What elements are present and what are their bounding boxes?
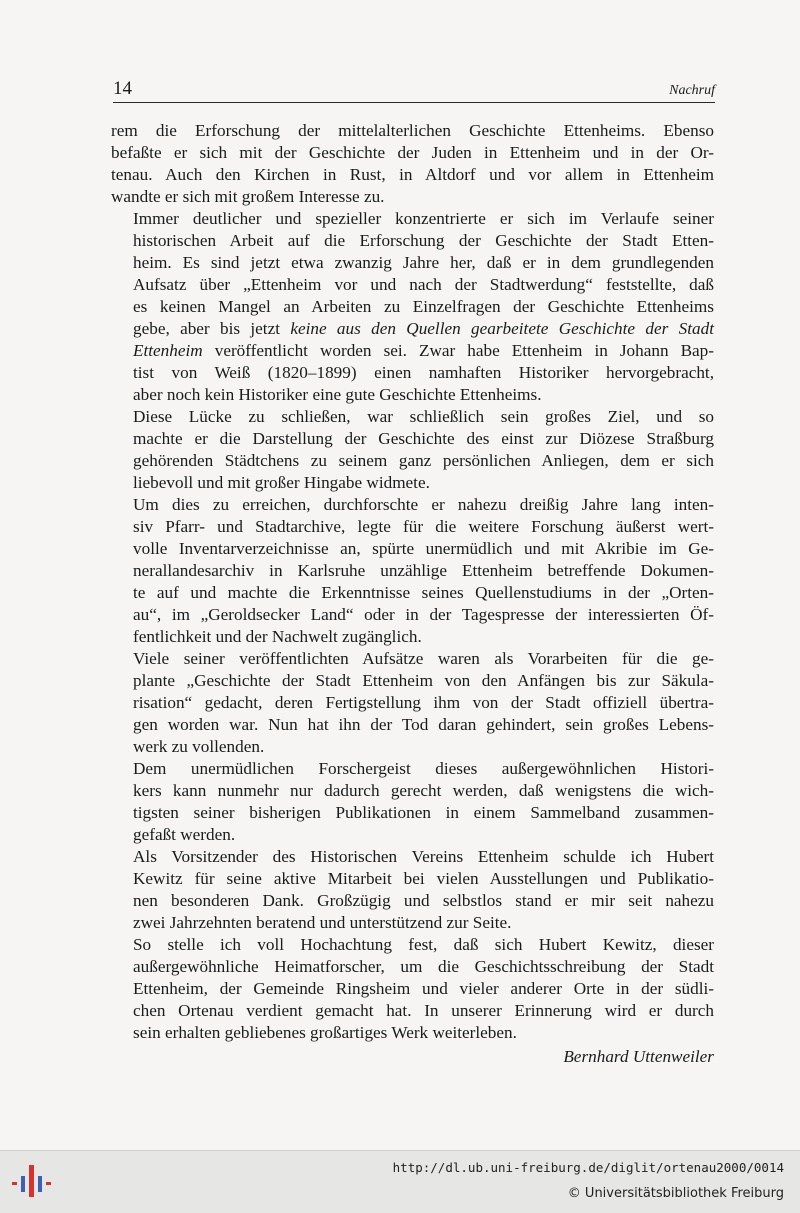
text-line: rem die Erforschung der mittelalterlichen Geschichte Ettenheims. Ebenso [111, 121, 714, 140]
text-line: wandte er sich mit großem Interesse zu. [111, 187, 385, 206]
text-line: au“, im „Geroldsecker Land“ oder in der Tagespresse der interessierten Öf- [133, 605, 714, 624]
text-line: machte er die Darstellung der Geschichte des einst zur Diözese Straßburg [133, 429, 714, 448]
paragraph-3 [111, 406, 714, 494]
text-line: gen worden war. Nun hat ihn der Tod daran gehindert, sein großes Lebens- [133, 715, 714, 734]
text-line: es keinen Mangel an Arbeiten zu Einzelfragen der Geschichte Ettenheims [133, 297, 714, 316]
viewer-footer [0, 1150, 800, 1213]
permalink-url[interactable]: http://dl.ub.uni-freiburg.de/diglit/ortenau2000/0014 [392, 1160, 784, 1175]
text-line: Diese Lücke zu schließen, war schließlich sein großes Ziel, und so [133, 407, 714, 426]
text-line: Kewitz für seine aktive Mitarbeit bei vielen Ausstellungen und Publikatio- [133, 869, 714, 888]
text-line: plante „Geschichte der Stadt Ettenheim von den Anfängen bis zur Säkula- [133, 671, 714, 690]
paragraph-7 [111, 846, 714, 934]
text-line: Aufsatz über „Ettenheim vor und nach der Stadtwerdung“ feststellte, daß [133, 275, 714, 294]
text-line: heim. Es sind jetzt etwa zwanzig Jahre her, daß er in dem grundlegenden [133, 253, 714, 272]
text-line: gefaßt werden. [133, 825, 236, 844]
text-run: gebe, aber bis jetzt [133, 319, 291, 338]
text-line [111, 318, 714, 340]
text-line: nerallandesarchiv in Karlsruhe unzählige Ettenheim betreffende Dokumen- [133, 561, 714, 580]
author-signature: Bernhard Uttenweiler [563, 1047, 714, 1066]
italic-quote: keine aus den Quellen gearbeitete Geschichte der Stadt [290, 319, 714, 338]
article-body [111, 120, 714, 1044]
text-line: befaßte er sich mit der Geschichte der Juden in Ettenheim und in der Or- [111, 143, 714, 162]
text-line [111, 340, 714, 362]
copyright-notice: © Universitätsbibliothek Freiburg [567, 1186, 784, 1201]
text-line: Um dies zu erreichen, durchforschte er nahezu dreißig Jahre lang inten- [133, 495, 714, 514]
text-line: tenau. Auch den Kirchen in Rust, in Altdorf und vor allem in Ettenheim [111, 165, 714, 184]
text-line: außergewöhnliche Heimatforscher, um die Geschichtsschreibung der Stadt [133, 957, 714, 976]
text-line: siv Pfarr- und Stadtarchive, legte für die weitere Forschung äußerst wert- [133, 517, 714, 536]
text-line: Dem unermüdlichen Forschergeist dieses außergewöhnlichen Histori- [133, 759, 714, 778]
text-line: tist von Weiß (1820–1899) einen namhaften Historiker hervorgebracht, [133, 363, 714, 382]
text-line: Viele seiner veröffentlichten Aufsätze waren als Vorarbeiten für die ge- [133, 649, 714, 668]
text-line: gehörenden Städtchens zu seinem ganz persönlichen Anliegen, dem er sich [133, 451, 714, 470]
paragraph-2 [111, 208, 714, 406]
text-line: Als Vorsitzender des Historischen Vereins Ettenheim schulde ich Hubert [133, 847, 714, 866]
paragraph-8 [111, 934, 714, 1044]
text-line: zwei Jahrzehnten beratend und unterstützend zur Seite. [133, 913, 512, 932]
paragraph-6 [111, 758, 714, 846]
text-line: risation“ gedacht, deren Fertigstellung ihm von der Stadt offiziell übertra- [133, 693, 714, 712]
text-line: So stelle ich voll Hochachtung fest, daß sich Hubert Kewitz, dieser [133, 935, 714, 954]
running-head: Nachruf [669, 83, 715, 98]
text-line: chen Ortenau verdient gemacht hat. In unserer Erinnerung wird er durch [133, 1001, 714, 1020]
paragraph-1 [111, 120, 714, 208]
text-line: tigsten seiner bisherigen Publikationen in einem Sammelband zusammen- [133, 803, 714, 822]
text-line: historischen Arbeit auf die Erforschung der Geschichte der Stadt Etten- [133, 231, 714, 250]
text-line: te auf und machte die Erkenntnisse seines Quellenstudiums in der „Orten- [133, 583, 714, 602]
paragraph-5 [111, 648, 714, 758]
paragraph-4 [111, 494, 714, 648]
text-line: aber noch kein Historiker eine gute Geschichte Ettenheims. [133, 385, 542, 404]
library-logo-icon [12, 1165, 56, 1199]
text-line: Ettenheim, der Gemeinde Ringsheim und vieler anderer Orte in der südli- [133, 979, 714, 998]
text-run: veröffentlicht worden sei. Zwar habe Ettenheim in Johann Bap- [202, 341, 714, 360]
page-number: 14 [113, 78, 132, 99]
text-line: nen besonderen Dank. Großzügig und selbstlos stand er mir seit nahezu [133, 891, 714, 910]
page-header [113, 78, 715, 102]
text-line: kers kann nunmehr nur dadurch gerecht werden, daß wenigstens die wich- [133, 781, 714, 800]
italic-quote: Ettenheim [133, 341, 203, 360]
text-line: werk zu vollenden. [133, 737, 265, 756]
text-line: liebevoll und mit großer Hingabe widmete. [133, 473, 430, 492]
text-line: volle Inventarverzeichnisse an, spürte unermüdlich und mit Akribie im Ge- [133, 539, 714, 558]
text-line: fentlichkeit und der Nachwelt zugänglich. [133, 627, 422, 646]
text-line: sein erhalten gebliebenes großartiges Werk weiterleben. [133, 1023, 517, 1042]
text-line: Immer deutlicher und spezieller konzentrierte er sich im Verlaufe seiner [133, 209, 714, 228]
header-rule [113, 102, 715, 103]
